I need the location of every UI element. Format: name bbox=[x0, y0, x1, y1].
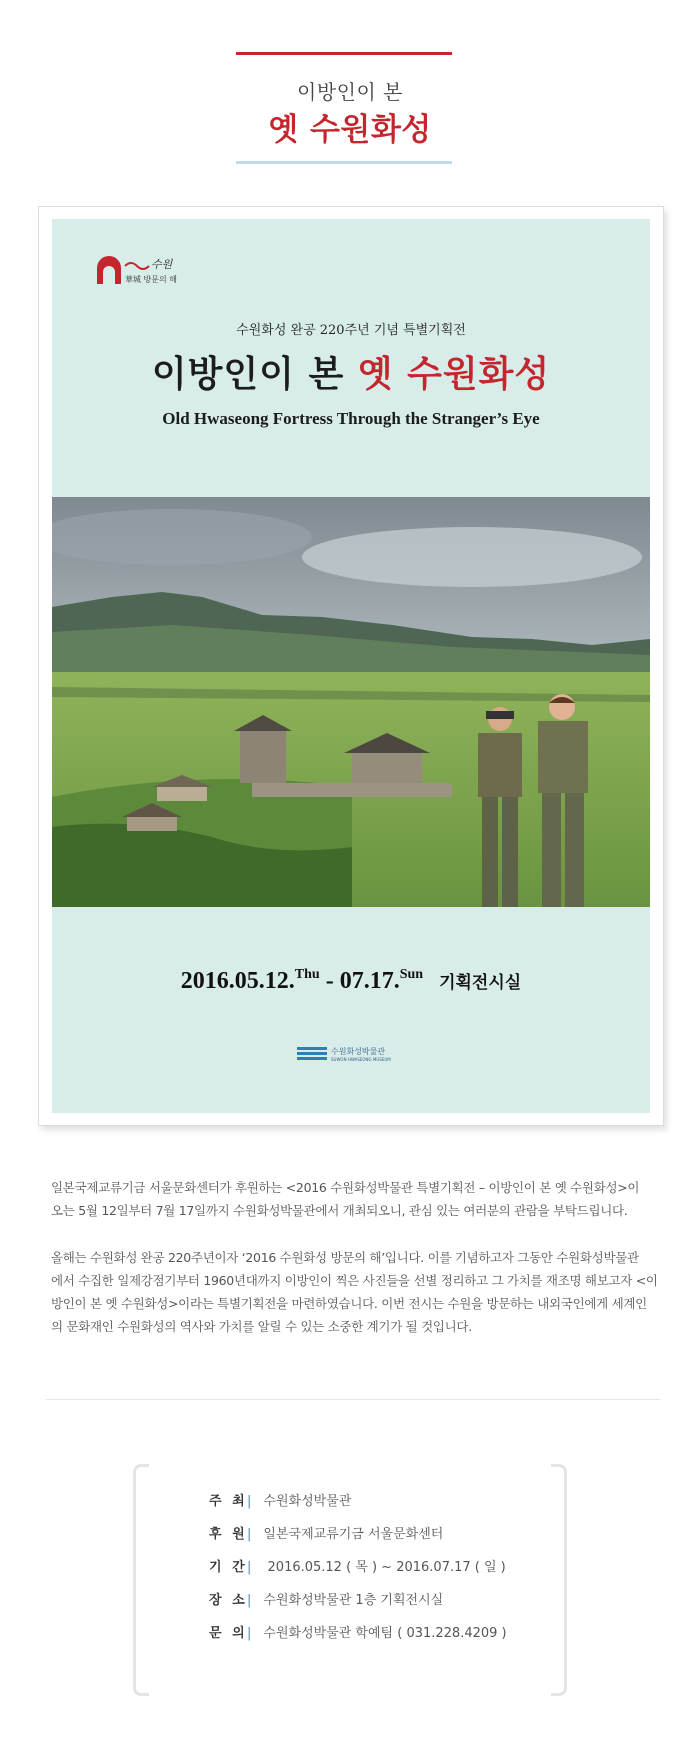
info-value: 일본국제교류기금 서울문화센터 bbox=[263, 1527, 444, 1542]
poster-venue: 기획전시실 bbox=[439, 973, 522, 993]
description-line: 올해는 수원화성 완공 220주년이자 ‘2016 수원화성 방문의 해’입니다. 이를 기념하고자 그동안 수원화성박물관 bbox=[51, 1250, 639, 1265]
date-separator: - bbox=[319, 968, 340, 994]
poster-title-accent: 옛 수원화성 bbox=[357, 353, 551, 395]
info-row-place bbox=[209, 1589, 443, 1609]
header-title: 옛 수원화성 bbox=[268, 112, 432, 148]
section-divider bbox=[46, 1399, 660, 1400]
header-bottom-rule bbox=[236, 161, 452, 164]
description-line: 방인이 본 옛 수원화성>이라는 특별기획전을 마련하였습니다. 이번 전시는 수원을 방문하는 내외국인에게 세계인 bbox=[51, 1296, 647, 1311]
description-line: 의 문화재인 수원화성의 역사와 가치를 알릴 수 있는 소중한 계기가 될 것입니다. bbox=[51, 1319, 472, 1334]
info-value: 수원화성박물관 1층 기획전시실 bbox=[263, 1593, 444, 1608]
info-key: 후 원 bbox=[209, 1527, 248, 1542]
day-end: Sun bbox=[399, 967, 424, 982]
info-row-sponsor bbox=[209, 1523, 443, 1543]
suwon-logo bbox=[93, 254, 193, 286]
historical-photo bbox=[52, 497, 650, 907]
description-paragraph-2 bbox=[51, 1246, 661, 1338]
poster-title-main: 이방인이 본 bbox=[151, 353, 358, 395]
header-top-rule bbox=[236, 52, 452, 55]
day-start: Thu bbox=[294, 967, 320, 982]
poster-title bbox=[52, 346, 650, 397]
description-line: 일본국제교류기금 서울문화센터가 후원하는 <2016 수원화성박물관 특별기획전 – 이방인이 본 옛 수원화성>이 bbox=[51, 1180, 640, 1195]
info-value: 수원화성박물관 bbox=[263, 1494, 352, 1509]
exhibition-info-box bbox=[133, 1464, 567, 1696]
left-bracket bbox=[133, 1464, 149, 1696]
poster-subtitle: 수원화성 완공 220주년 기념 특별기획전 bbox=[236, 323, 466, 338]
description-line: 에서 수집한 일제강점기부터 1960년대까지 이방인이 찍은 사진들을 선별 정리하고 그 가치를 재조명 해보고자 <이 bbox=[51, 1273, 658, 1288]
description-line: 오는 5월 12일부터 7월 17일까지 수원화성박물관에서 개최되오니, 관심 있는 여러분의 관람을 부탁드립니다. bbox=[51, 1203, 628, 1218]
info-value: 수원화성박물관 학예팀 ( 031.228.4209 ) bbox=[263, 1626, 507, 1641]
svg-text:華城 방문의 해: 華城 방문의 해 bbox=[125, 275, 177, 284]
info-separator: | bbox=[247, 1593, 252, 1608]
info-key: 주 최 bbox=[209, 1494, 248, 1509]
right-bracket bbox=[551, 1464, 567, 1696]
museum-logo bbox=[297, 1045, 407, 1063]
svg-text:수원: 수원 bbox=[151, 258, 173, 271]
poster-date bbox=[52, 967, 650, 995]
info-key: 장 소 bbox=[209, 1593, 248, 1608]
info-separator: | bbox=[247, 1494, 252, 1509]
info-row-host bbox=[209, 1490, 351, 1510]
info-key: 기 간 bbox=[209, 1560, 248, 1575]
date-end: 07.17. bbox=[339, 968, 400, 994]
poster-title-english: Old Hwaseong Fortress Through the Stranger’s Eye bbox=[162, 409, 540, 428]
date-start: 2016.05.12. bbox=[180, 968, 295, 994]
info-separator: | bbox=[247, 1527, 252, 1542]
svg-text:SUWON HWASEONG MUSEUM: SUWON HWASEONG MUSEUM bbox=[331, 1057, 391, 1062]
description-paragraph-1 bbox=[51, 1176, 661, 1222]
info-value: 2016.05.12 ( 목 ) ~ 2016.07.17 ( 일 ) bbox=[263, 1560, 506, 1575]
header-subtitle: 이방인이 본 bbox=[297, 80, 403, 104]
info-separator: | bbox=[247, 1560, 252, 1575]
info-key: 문 의 bbox=[209, 1626, 248, 1641]
info-row-period bbox=[209, 1556, 506, 1576]
svg-text:수원화성박물관: 수원화성박물관 bbox=[331, 1047, 386, 1056]
info-separator: | bbox=[247, 1626, 252, 1641]
exhibition-poster bbox=[52, 219, 650, 1113]
info-row-contact bbox=[209, 1622, 507, 1642]
